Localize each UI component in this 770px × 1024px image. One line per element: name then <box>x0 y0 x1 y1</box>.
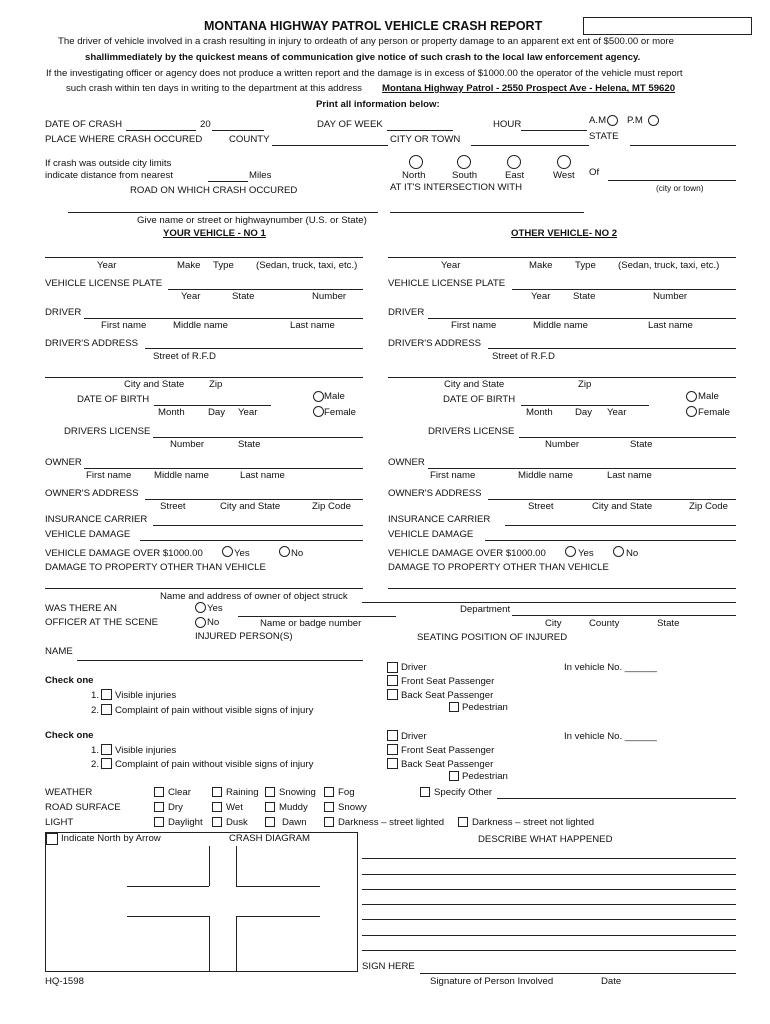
specify-other-checkbox[interactable] <box>420 787 430 797</box>
object-struck-label: Name and address of owner of object struck <box>160 591 348 602</box>
was-there-label: WAS THERE AN <box>45 603 117 614</box>
v1-type-hint: (Sedan, truck, taxi, etc.) <box>256 260 358 271</box>
v2-property-field[interactable] <box>388 588 736 589</box>
v1-make-label: Make <box>177 260 201 271</box>
check-one-label-1: Check one <box>45 675 94 686</box>
east-radio[interactable] <box>507 155 521 169</box>
dept-county: County <box>589 618 620 629</box>
v2-dob-day: Day <box>575 407 593 418</box>
opt2-num-1: 2. <box>91 705 100 716</box>
pm-radio[interactable] <box>648 115 659 126</box>
v1-plate-year: Year <box>181 291 201 302</box>
v1-dob-year: Year <box>238 407 258 418</box>
north-arrow-checkbox[interactable] <box>46 833 58 845</box>
v2-zip: Zip <box>578 379 592 390</box>
v1-plate-number: Number <box>312 291 347 302</box>
v2-insurance-field[interactable] <box>505 525 736 526</box>
v1-damage-yes-label: Yes <box>234 548 250 559</box>
injured-heading: INJURED PERSON(S) <box>195 631 293 642</box>
city-field[interactable] <box>471 145 589 146</box>
specify-other-label: Specify Other <box>434 787 493 798</box>
v1-license-field[interactable] <box>153 437 363 438</box>
v1-owners-address-label: OWNER'S ADDRESS <box>45 488 139 499</box>
dept-state: State <box>657 618 680 629</box>
v2-dob-label: DATE OF BIRTH <box>443 394 516 405</box>
v1-female-radio[interactable] <box>313 406 324 417</box>
describe-line-2[interactable] <box>362 874 736 875</box>
v1-first-name: First name <box>101 320 147 331</box>
v1-insurance-label: INSURANCE CARRIER <box>45 514 148 525</box>
form-title: MONTANA HIGHWAY PATROL VEHICLE CRASH REPORT <box>204 19 543 33</box>
seat-driver-label-1: Driver <box>401 662 427 673</box>
snowing-checkbox[interactable] <box>265 787 275 797</box>
snowing-label: Snowing <box>279 787 316 798</box>
v1-owner-zip: Zip Code <box>312 501 351 512</box>
other-vehicle-title: OTHER VEHICLE- NO 2 <box>511 228 618 239</box>
describe-line-7[interactable] <box>362 950 736 951</box>
v1-damage-label: VEHICLE DAMAGE <box>45 529 131 540</box>
v2-last-name: Last name <box>648 320 693 331</box>
v2-female-label: Female <box>698 407 730 418</box>
v2-owner-label: OWNER <box>388 457 425 468</box>
seat-back-checkbox-1[interactable] <box>387 689 398 700</box>
dawn-checkbox[interactable] <box>265 817 275 827</box>
v1-owner-field[interactable] <box>84 468 363 469</box>
intro-line-2: shallimmediately by the quickest means of communication give notice of such crash to the local law enforcement agency. <box>85 52 641 63</box>
pedestrian-label-1: Pedestrian <box>462 702 508 713</box>
wet-checkbox[interactable] <box>212 802 222 812</box>
v2-owner-field[interactable] <box>428 468 736 469</box>
give-name-hint: Give name or street or highwaynumber (U.S. or State) <box>137 215 367 226</box>
date-caption: Date <box>601 976 622 987</box>
v2-license-state: State <box>630 439 653 450</box>
v1-year-make-field[interactable] <box>45 257 363 258</box>
badge-label: Name or badge number <box>260 618 362 629</box>
dry-label: Dry <box>168 802 183 813</box>
v2-owner-zip: Zip Code <box>689 501 728 512</box>
officer-no-radio[interactable] <box>195 617 206 628</box>
v2-dob-month: Month <box>526 407 553 418</box>
raining-checkbox[interactable] <box>212 787 222 797</box>
v1-owner-street: Street <box>160 501 186 512</box>
v2-license-number: Number <box>545 439 580 450</box>
v2-plate-label: VEHICLE LICENSE PLATE <box>388 278 506 289</box>
city-label: CITY OR TOWN <box>390 134 461 145</box>
your-vehicle-title: YOUR VEHICLE - NO 1 <box>163 228 266 239</box>
distance-field[interactable] <box>208 181 248 182</box>
weather-label: WEATHER <box>45 787 93 798</box>
v1-type-label: Type <box>213 260 234 271</box>
snowy-label: Snowy <box>338 802 367 813</box>
road-line-horizontal-right-top <box>236 886 320 887</box>
muddy-checkbox[interactable] <box>265 802 275 812</box>
crash-diagram-title: CRASH DIAGRAM <box>229 833 311 844</box>
v1-damage-over-label: VEHICLE DAMAGE OVER $1000.00 <box>45 548 203 559</box>
v2-dob-field[interactable] <box>521 405 649 406</box>
v1-address-field[interactable] <box>145 348 363 349</box>
south-label: South <box>452 170 478 181</box>
day-of-week-label: DAY OF WEEK <box>317 119 383 130</box>
badge-field[interactable] <box>238 616 396 617</box>
v2-damage-no-label: No <box>626 548 639 559</box>
v2-drivers-address-label: DRIVER'S ADDRESS <box>388 338 481 349</box>
v2-owner-city-state: City and State <box>592 501 653 512</box>
v2-driver-label: DRIVER <box>388 307 425 318</box>
day-of-week-field[interactable] <box>387 130 453 131</box>
v1-damage-field[interactable] <box>140 540 363 541</box>
county-field[interactable] <box>272 145 388 146</box>
v1-property-label: DAMAGE TO PROPERTY OTHER THAN VEHICLE <box>45 562 266 573</box>
officer-at-scene-label: OFFICER AT THE SCENE <box>45 617 159 628</box>
v1-driver-field[interactable] <box>84 318 363 319</box>
v1-drivers-address-label: DRIVER'S ADDRESS <box>45 338 138 349</box>
pain-checkbox-1[interactable] <box>101 704 112 715</box>
clear-label: Clear <box>168 787 191 798</box>
v2-license-label: DRIVERS LICENSE <box>428 426 515 437</box>
v1-dob-label: DATE OF BIRTH <box>77 394 150 405</box>
visible-injury-checkbox-1[interactable] <box>101 689 112 700</box>
road-line-horizontal-right-bottom <box>236 916 320 917</box>
describe-line-5[interactable] <box>362 919 736 920</box>
road-line-vertical-right-top <box>236 846 237 886</box>
v1-driver-label: DRIVER <box>45 307 82 318</box>
officer-yes-label: Yes <box>207 603 223 614</box>
miles-label: Miles <box>249 170 272 181</box>
describe-line-4[interactable] <box>362 904 736 905</box>
pain-label-1: Complaint of pain without visible signs of injury <box>115 705 314 716</box>
v1-male-radio[interactable] <box>313 391 324 402</box>
v2-owner-middle: Middle name <box>518 470 573 481</box>
describe-line-1[interactable] <box>362 858 736 859</box>
officer-no-label: No <box>207 617 220 628</box>
v2-owner-street: Street <box>528 501 554 512</box>
opt2-num-2: 2. <box>91 759 100 770</box>
west-label: West <box>553 170 575 181</box>
v2-insurance-label: INSURANCE CARRIER <box>388 514 491 525</box>
seat-driver-label-2: Driver <box>401 731 427 742</box>
dept-city: City <box>545 618 562 629</box>
road-field[interactable] <box>68 212 378 213</box>
v1-city-state: City and State <box>124 379 185 390</box>
v2-street-rfd: Street of R.F.D <box>492 351 555 362</box>
opt1-num-2: 1. <box>91 745 100 756</box>
visible-injury-label-1: Visible injuries <box>115 690 177 701</box>
dark-unlit-label: Darkness – street not lighted <box>472 817 595 828</box>
pedestrian-checkbox-1[interactable] <box>449 702 459 712</box>
sign-here-label: SIGN HERE <box>362 961 415 972</box>
v1-dob-month: Month <box>158 407 185 418</box>
seating-heading: SEATING POSITION OF INJURED <box>417 632 568 643</box>
v1-damage-yes-radio[interactable] <box>222 546 233 557</box>
v1-license-state: State <box>238 439 261 450</box>
v1-license-number: Number <box>170 439 205 450</box>
light-label: LIGHT <box>45 817 74 828</box>
county-label: COUNTY <box>229 134 270 145</box>
v2-plate-state: State <box>573 291 596 302</box>
v1-year-label: Year <box>97 260 117 271</box>
v2-damage-yes-radio[interactable] <box>565 546 576 557</box>
wet-label: Wet <box>226 802 243 813</box>
seat-front-label-2: Front Seat Passenger <box>401 745 495 756</box>
v1-owner-city-state: City and State <box>220 501 281 512</box>
v1-owner-label: OWNER <box>45 457 82 468</box>
v2-female-radio[interactable] <box>686 406 697 417</box>
v1-street-rfd: Street of R.F.D <box>153 351 216 362</box>
visible-injury-checkbox-2[interactable] <box>101 744 112 755</box>
describe-label: DESCRIBE WHAT HAPPENED <box>478 834 613 845</box>
v2-type-hint: (Sedan, truck, taxi, etc.) <box>618 260 720 271</box>
am-label: A.M <box>589 115 607 126</box>
intro-line-4: such crash within ten days in writing to the department at this address <box>66 83 362 94</box>
east-label: East <box>505 170 525 181</box>
v2-city-field[interactable] <box>388 377 736 378</box>
specify-other-field[interactable] <box>497 798 736 799</box>
v2-owner-first: First name <box>430 470 476 481</box>
dark-unlit-checkbox[interactable] <box>458 817 468 827</box>
v1-plate-state: State <box>232 291 255 302</box>
v2-damage-yes-label: Yes <box>578 548 594 559</box>
seat-front-checkbox-1[interactable] <box>387 675 398 686</box>
v2-type-label: Type <box>575 260 596 271</box>
v1-license-label: DRIVERS LICENSE <box>64 426 151 437</box>
v1-last-name: Last name <box>290 320 335 331</box>
v2-plate-number: Number <box>653 291 688 302</box>
dry-checkbox[interactable] <box>154 802 164 812</box>
v1-male-label: Male <box>324 391 345 402</box>
hour-label: HOUR <box>493 119 522 130</box>
v1-plate-field[interactable] <box>168 289 363 290</box>
v1-female-label: Female <box>324 407 356 418</box>
road-line-vertical-right-bottom <box>236 916 237 971</box>
v1-city-field[interactable] <box>45 377 363 378</box>
v1-owner-middle: Middle name <box>154 470 209 481</box>
v1-dob-day: Day <box>208 407 226 418</box>
department-label: Department <box>460 604 511 615</box>
report-number-box[interactable] <box>583 17 752 35</box>
seat-driver-checkbox-1[interactable] <box>387 662 398 673</box>
seat-front-label-1: Front Seat Passenger <box>401 676 495 687</box>
injured-name-label: NAME <box>45 646 73 657</box>
dusk-checkbox[interactable] <box>212 817 222 827</box>
v1-plate-label: VEHICLE LICENSE PLATE <box>45 278 163 289</box>
south-radio[interactable] <box>457 155 471 169</box>
v2-property-label: DAMAGE TO PROPERTY OTHER THAN VEHICLE <box>388 562 609 573</box>
officer-yes-radio[interactable] <box>195 602 206 613</box>
intro-line-3: If the investigating officer or agency does not produce a written report and the damage is in excess of $1000.00 the operator of the vehicle must report <box>46 68 683 79</box>
v2-damage-label: VEHICLE DAMAGE <box>388 529 474 540</box>
v2-damage-over-label: VEHICLE DAMAGE OVER $1000.00 <box>388 548 546 559</box>
v2-plate-year: Year <box>531 291 551 302</box>
v2-year-make-field[interactable] <box>388 257 736 258</box>
daylight-checkbox[interactable] <box>154 817 164 827</box>
dawn-label: Dawn <box>282 817 307 828</box>
v2-dob-year: Year <box>607 407 627 418</box>
v1-damage-no-radio[interactable] <box>279 546 290 557</box>
v2-year-label: Year <box>441 260 461 271</box>
seat-front-checkbox-2[interactable] <box>387 744 398 755</box>
fog-checkbox[interactable] <box>324 787 334 797</box>
city-or-town-hint: (city or town) <box>656 183 704 193</box>
road-line-horizontal-left-bottom <box>127 916 209 917</box>
v1-dob-field[interactable] <box>154 405 271 406</box>
signature-caption: Signature of Person Involved <box>430 976 554 987</box>
v1-owner-first: First name <box>86 470 132 481</box>
north-label: North <box>402 170 426 181</box>
road-line-vertical-left-bottom <box>209 916 210 971</box>
v2-damage-no-radio[interactable] <box>613 546 624 557</box>
v1-damage-no-label: No <box>291 548 304 559</box>
v2-first-name: First name <box>451 320 497 331</box>
seat-back-checkbox-2[interactable] <box>387 758 398 769</box>
in-vehicle-2: In vehicle No. ______ <box>564 731 657 742</box>
pm-label: P.M <box>627 115 643 126</box>
describe-line-6[interactable] <box>362 935 736 936</box>
v2-owner-last: Last name <box>607 470 652 481</box>
v2-male-radio[interactable] <box>686 391 697 402</box>
dusk-label: Dusk <box>226 817 248 828</box>
date-of-crash-label: DATE OF CRASH <box>45 119 123 130</box>
v1-zip: Zip <box>209 379 223 390</box>
outside-city-label-1: If crash was outside city limits <box>45 158 172 169</box>
v2-middle-name: Middle name <box>533 320 588 331</box>
date-of-crash-field[interactable] <box>126 130 196 131</box>
crash-year-field[interactable] <box>212 130 264 131</box>
hour-field[interactable] <box>521 130 587 131</box>
department-field[interactable] <box>512 615 736 616</box>
west-radio[interactable] <box>557 155 571 169</box>
place-label: PLACE WHERE CRASH OCCURED <box>45 134 203 145</box>
patrol-address: Montana Highway Patrol - 2550 Prospect Ave - Helena, MT 59620 <box>382 83 676 94</box>
seat-driver-checkbox-2[interactable] <box>387 730 398 741</box>
of-city-field[interactable] <box>608 180 736 181</box>
road-line-horizontal-left-top <box>127 886 209 887</box>
pain-label-2: Complaint of pain without visible signs of injury <box>115 759 314 770</box>
road-surface-label: ROAD SURFACE <box>45 802 121 813</box>
muddy-label: Muddy <box>279 802 308 813</box>
v1-owner-address-field[interactable] <box>145 499 363 500</box>
outside-city-label-2: indicate distance from nearest <box>45 170 173 181</box>
describe-line-3[interactable] <box>362 889 736 890</box>
crash-diagram-box[interactable] <box>45 832 358 972</box>
seat-back-label-1: Back Seat Passenger <box>401 690 494 701</box>
dark-lit-checkbox[interactable] <box>324 817 334 827</box>
north-radio[interactable] <box>409 155 423 169</box>
visible-injury-label-2: Visible injuries <box>115 745 177 756</box>
v2-address-field[interactable] <box>488 348 736 349</box>
road-line-vertical-left-top <box>209 846 210 886</box>
raining-label: Raining <box>226 787 259 798</box>
snowy-checkbox[interactable] <box>324 802 334 812</box>
v2-damage-field[interactable] <box>485 540 736 541</box>
dark-lit-label: Darkness – street lighted <box>338 817 445 828</box>
daylight-label: Daylight <box>168 817 203 828</box>
intersection-label: AT IT'S INTERSECTION WITH <box>390 182 523 193</box>
clear-checkbox[interactable] <box>154 787 164 797</box>
print-all-note: Print all information below: <box>316 99 440 110</box>
v2-driver-field[interactable] <box>428 318 736 319</box>
signature-field[interactable] <box>420 973 736 974</box>
v1-middle-name: Middle name <box>173 320 228 331</box>
form-number: HQ-1598 <box>45 976 84 987</box>
year-prefix: 20 <box>200 119 211 130</box>
v2-owner-address-field[interactable] <box>488 499 736 500</box>
v2-plate-field[interactable] <box>512 289 736 290</box>
v2-male-label: Male <box>698 391 719 402</box>
intersection-field[interactable] <box>390 212 584 213</box>
of-label: Of <box>589 167 600 178</box>
pain-checkbox-2[interactable] <box>101 758 112 769</box>
pedestrian-checkbox-2[interactable] <box>449 771 459 781</box>
v2-license-field[interactable] <box>519 437 736 438</box>
v2-owners-address-label: OWNER'S ADDRESS <box>388 488 482 499</box>
object-struck-field[interactable] <box>362 602 736 603</box>
v2-city-state: City and State <box>444 379 505 390</box>
intro-line-1: The driver of vehicle involved in a crash resulting in injury to ordeath of any person or property damage to an apparent ext ent of $500.00 or more <box>58 36 674 47</box>
pedestrian-label-2: Pedestrian <box>462 771 508 782</box>
state-field[interactable] <box>630 145 736 146</box>
seat-back-label-2: Back Seat Passenger <box>401 759 494 770</box>
v2-make-label: Make <box>529 260 553 271</box>
opt1-num-1: 1. <box>91 690 100 701</box>
v1-property-field[interactable] <box>45 588 363 589</box>
v1-owner-last: Last name <box>240 470 285 481</box>
north-arrow-label: Indicate North by Arrow <box>61 833 161 844</box>
road-label: ROAD ON WHICH CRASH OCCURED <box>130 185 298 196</box>
fog-label: Fog <box>338 787 355 798</box>
in-vehicle-1: In vehicle No. ______ <box>564 662 657 673</box>
am-radio[interactable] <box>607 115 618 126</box>
injured-name-field[interactable] <box>77 660 363 661</box>
check-one-label-2: Check one <box>45 730 94 741</box>
state-label: STATE <box>589 131 619 142</box>
v1-insurance-field[interactable] <box>153 525 363 526</box>
